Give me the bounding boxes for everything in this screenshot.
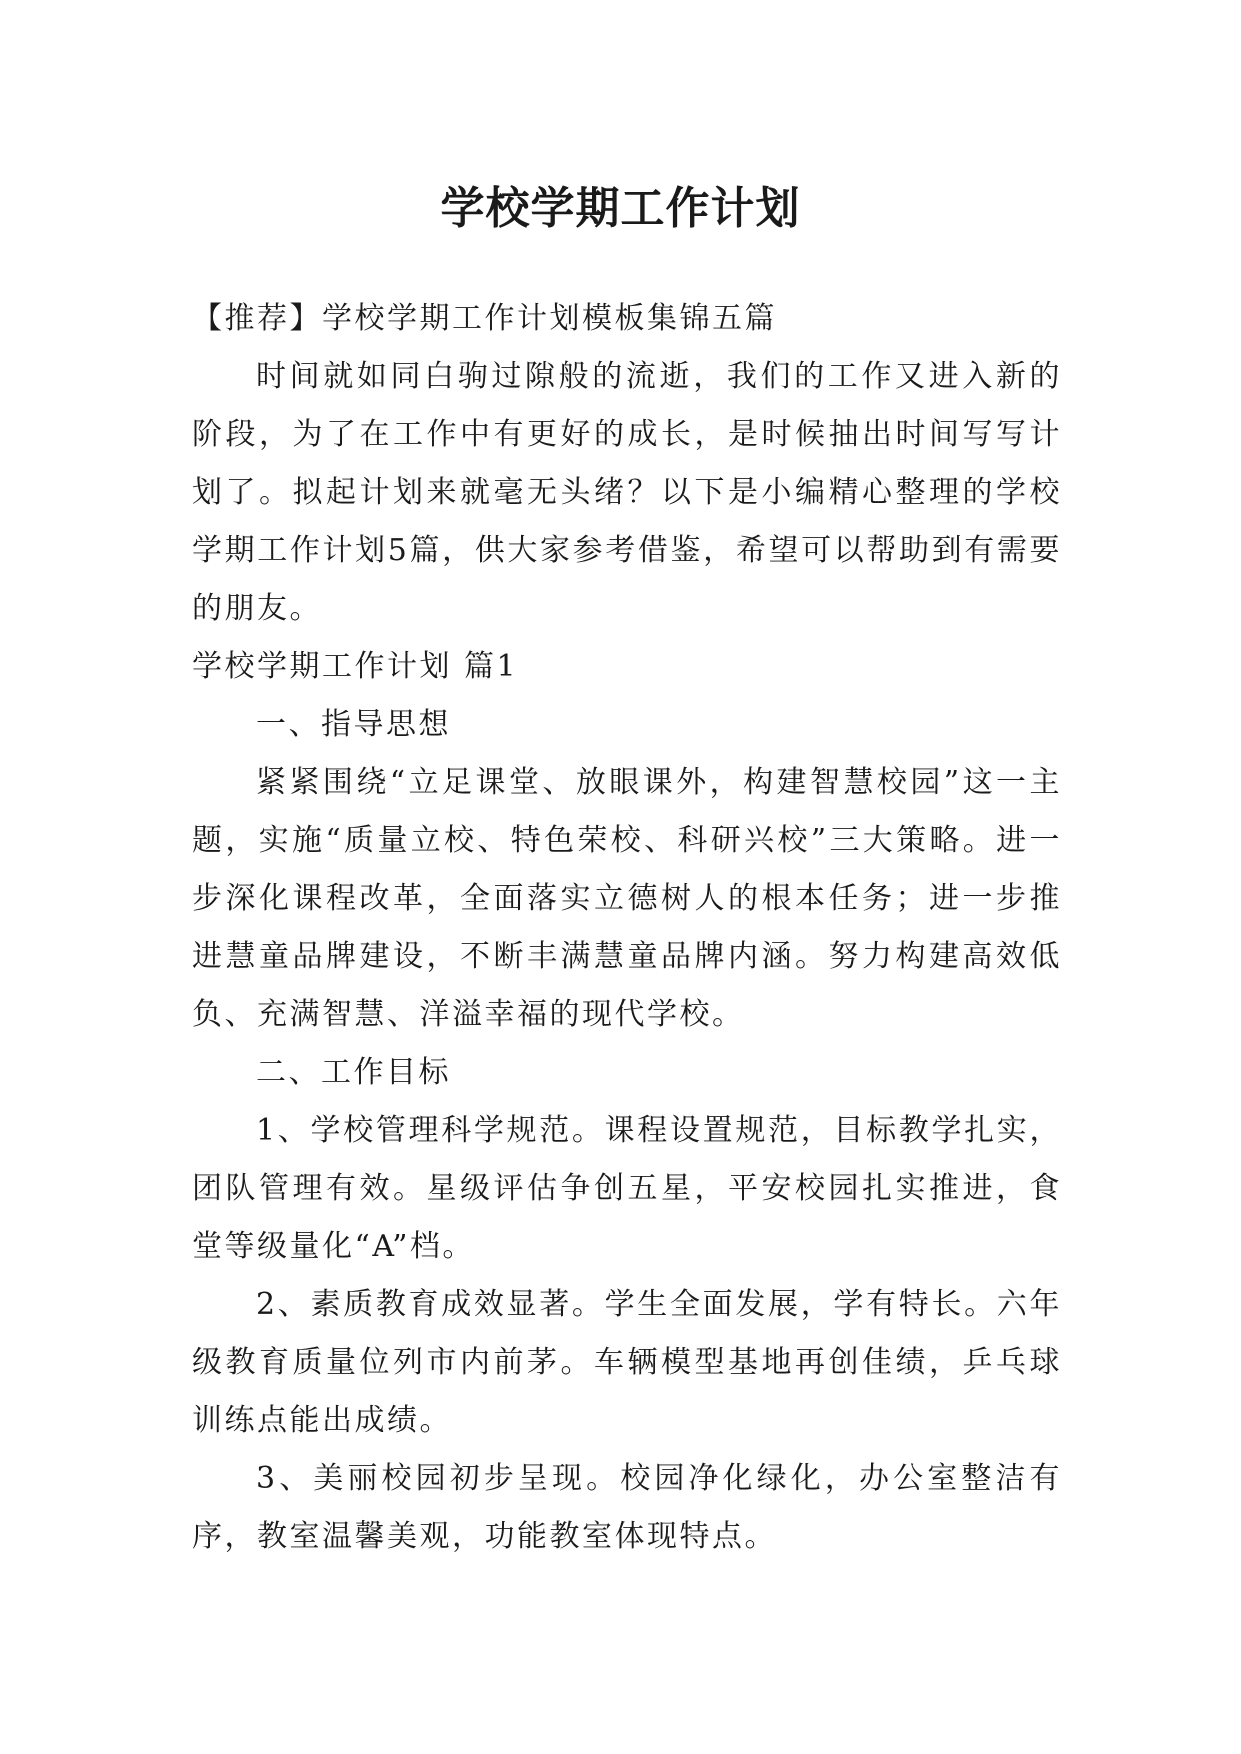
subheading-guiding-thought: 一、指导思想	[256, 707, 451, 742]
document-title: 学校学期工作计划	[440, 183, 801, 235]
document-body	[192, 290, 1062, 1566]
section-heading: 学校学期工作计划 篇1	[192, 649, 519, 684]
goal-item-3: 3、美丽校园初步呈现。校园净化绿化，办公室整洁有序，教室温馨美观，功能教室体现特点。	[192, 1461, 1062, 1554]
goal-item-2: 2、素质教育成效显著。学生全面发展，学有特长。六年级教育质量位列市内前茅。车辆模型基地再创佳绩，乒乓球训练点能出成绩。	[192, 1287, 1062, 1438]
goal-item-1: 1、学校管理科学规范。课程设置规范，目标教学扎实，团队管理有效。星级评估争创五星，平安校园扎实推进，食堂等级量化“A”档。	[192, 1113, 1062, 1264]
guiding-thought-paragraph: 紧紧围绕“立足课堂、放眼课外，构建智慧校园”这一主题，实施“质量立校、特色荣校、科研兴校”三大策略。进一步深化课程改革，全面落实立德树人的根本任务；进一步推进慧童品牌建设，不断丰满慧童品牌内涵。努力构建高效低负、充满智慧、洋溢幸福的现代学校。	[192, 765, 1062, 1032]
intro-paragraph: 时间就如同白驹过隙般的流逝，我们的工作又进入新的阶段，为了在工作中有更好的成长，是时候抽出时间写写计划了。拟起计划来就毫无头绪？以下是小编精心整理的学校学期工作计划5篇，供大家参考借鉴，希望可以帮助到有需要的朋友。	[192, 359, 1062, 626]
recommend-line: 【推荐】学校学期工作计划模板集锦五篇	[192, 301, 777, 336]
subheading-work-goals: 二、工作目标	[256, 1055, 451, 1090]
